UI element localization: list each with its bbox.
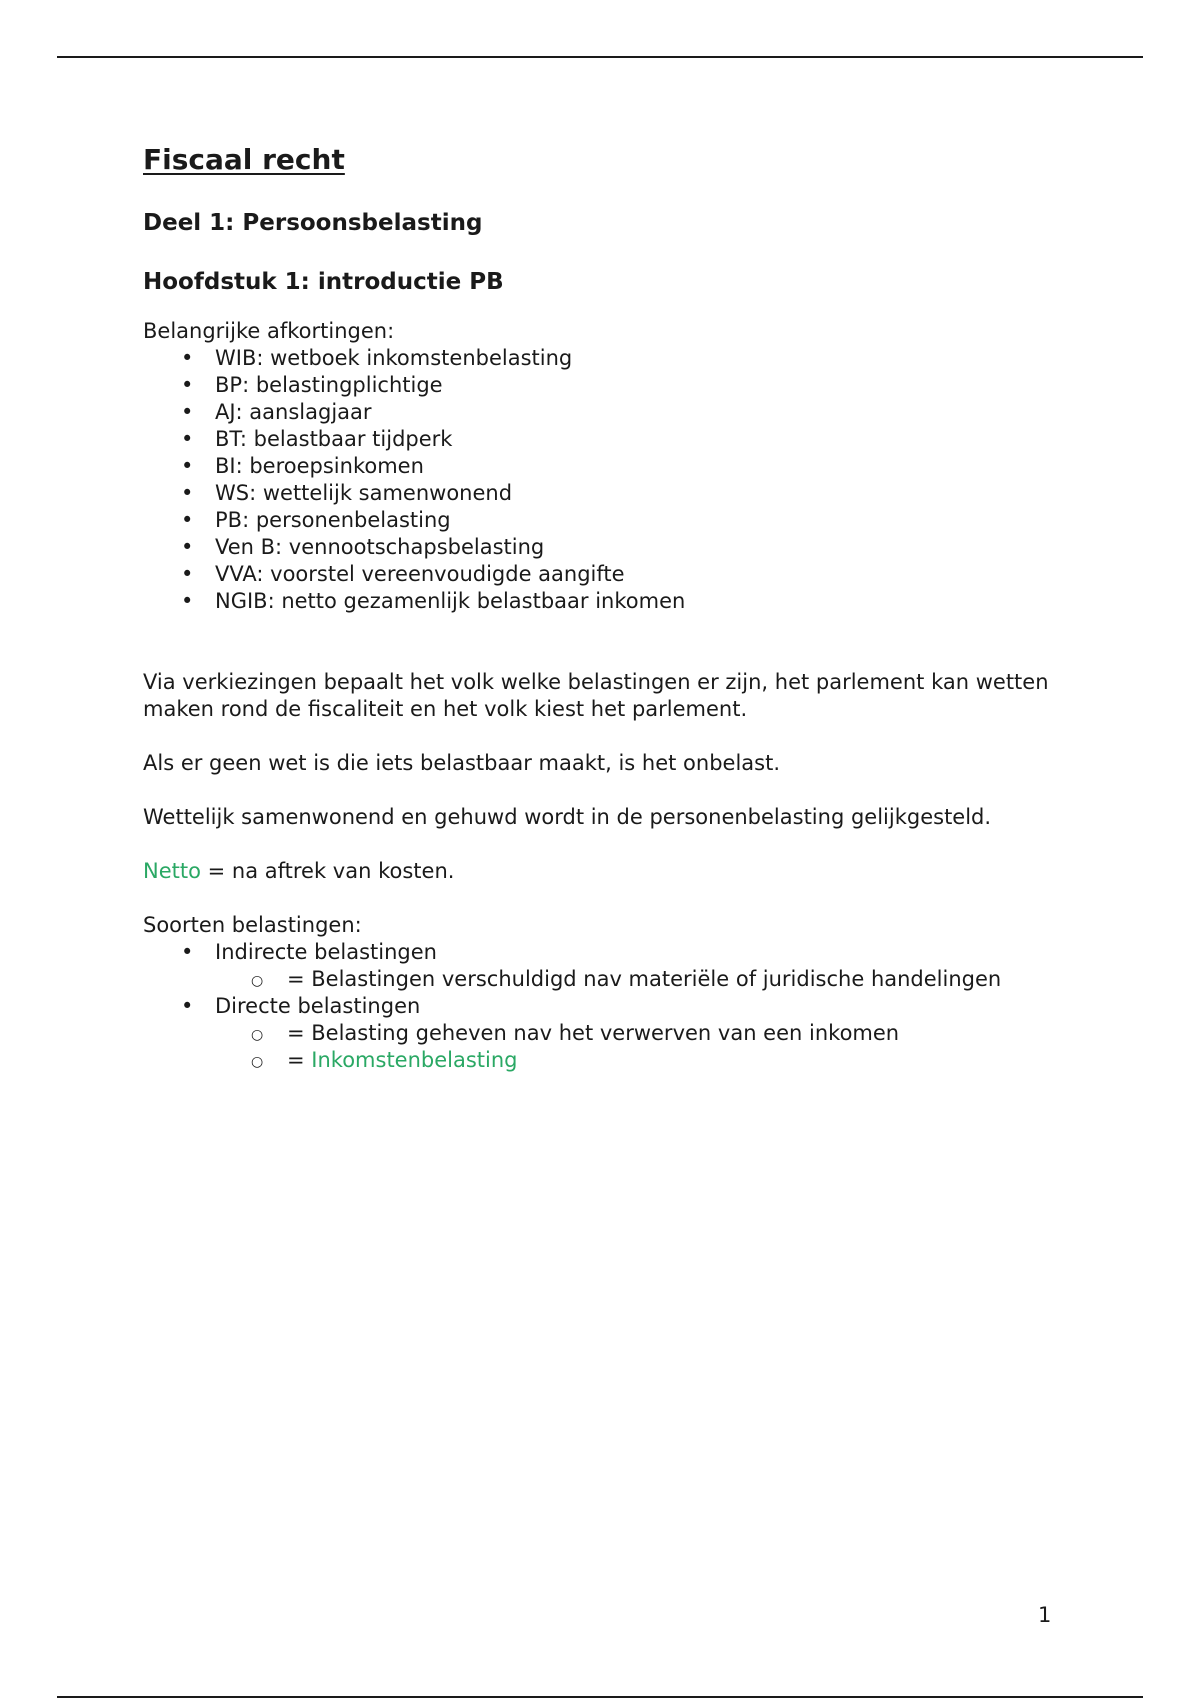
- paragraph-samenwonend: Wettelijk samenwonend en gehuwd wordt in de personenbelasting gelijkgesteld.: [143, 805, 992, 829]
- page-number: 1: [1038, 1603, 1052, 1627]
- header-rule: [57, 56, 1143, 58]
- footer-rule: [57, 1696, 1143, 1698]
- list-item: • NGIB: netto gezamenlijk belastbaar inkomen: [143, 588, 1083, 615]
- indirect-label: Indirecte belastingen: [215, 940, 437, 964]
- list-item: • BI: beroepsinkomen: [143, 453, 1083, 480]
- paragraph-netto: [143, 858, 1083, 885]
- list-item-indirect: [143, 939, 1083, 993]
- sub-list-item: [215, 1047, 1083, 1074]
- soorten-intro: Soorten belastingen:: [143, 913, 362, 937]
- abbreviations-intro: Belangrijke afkortingen:: [143, 319, 395, 343]
- direct-label: Directe belastingen: [215, 994, 421, 1018]
- page-content: [143, 142, 1083, 1074]
- equals-prefix: =: [287, 1048, 312, 1072]
- sub-list-item: ○ = Belasting geheven nav het verwerven van een inkomen: [215, 1020, 1083, 1047]
- list-item: • Ven B: vennootschapsbelasting: [143, 534, 1083, 561]
- sub-list-item: ○ = Belastingen verschuldigd nav materiële of juridische handelingen: [215, 966, 1083, 993]
- inkomstenbelasting-term: Inkomstenbelasting: [311, 1048, 518, 1072]
- list-item: • PB: personenbelasting: [143, 507, 1083, 534]
- list-item: • BT: belastbaar tijdperk: [143, 426, 1083, 453]
- netto-term: Netto: [143, 859, 201, 883]
- netto-definition: = na aftrek van kosten.: [200, 859, 455, 883]
- abbreviations-list: [143, 345, 1083, 615]
- list-item: • WIB: wetboek inkomstenbelasting: [143, 345, 1083, 372]
- list-item: • VVA: voorstel vereenvoudigde aangifte: [143, 561, 1083, 588]
- document-title: Fiscaal recht: [143, 143, 345, 176]
- indirect-sublist: [215, 966, 1083, 993]
- part-title: Deel 1: Persoonsbelasting: [143, 210, 483, 236]
- list-item: • AJ: aanslagjaar: [143, 399, 1083, 426]
- list-item-direct: [143, 993, 1083, 1074]
- soorten-list: [143, 939, 1083, 1074]
- paragraph-verkiezingen: Via verkiezingen bepaalt het volk welke belastingen er zijn, het parlement kan wetten maken rond de fiscaliteit en het volk kiest het parlement.: [143, 670, 1049, 721]
- paragraph-onbelast: Als er geen wet is die iets belastbaar maakt, is het onbelast.: [143, 751, 781, 775]
- list-item: • BP: belastingplichtige: [143, 372, 1083, 399]
- chapter-title: Hoofdstuk 1: introductie PB: [143, 269, 504, 295]
- list-item: • WS: wettelijk samenwonend: [143, 480, 1083, 507]
- direct-sublist: [215, 1020, 1083, 1074]
